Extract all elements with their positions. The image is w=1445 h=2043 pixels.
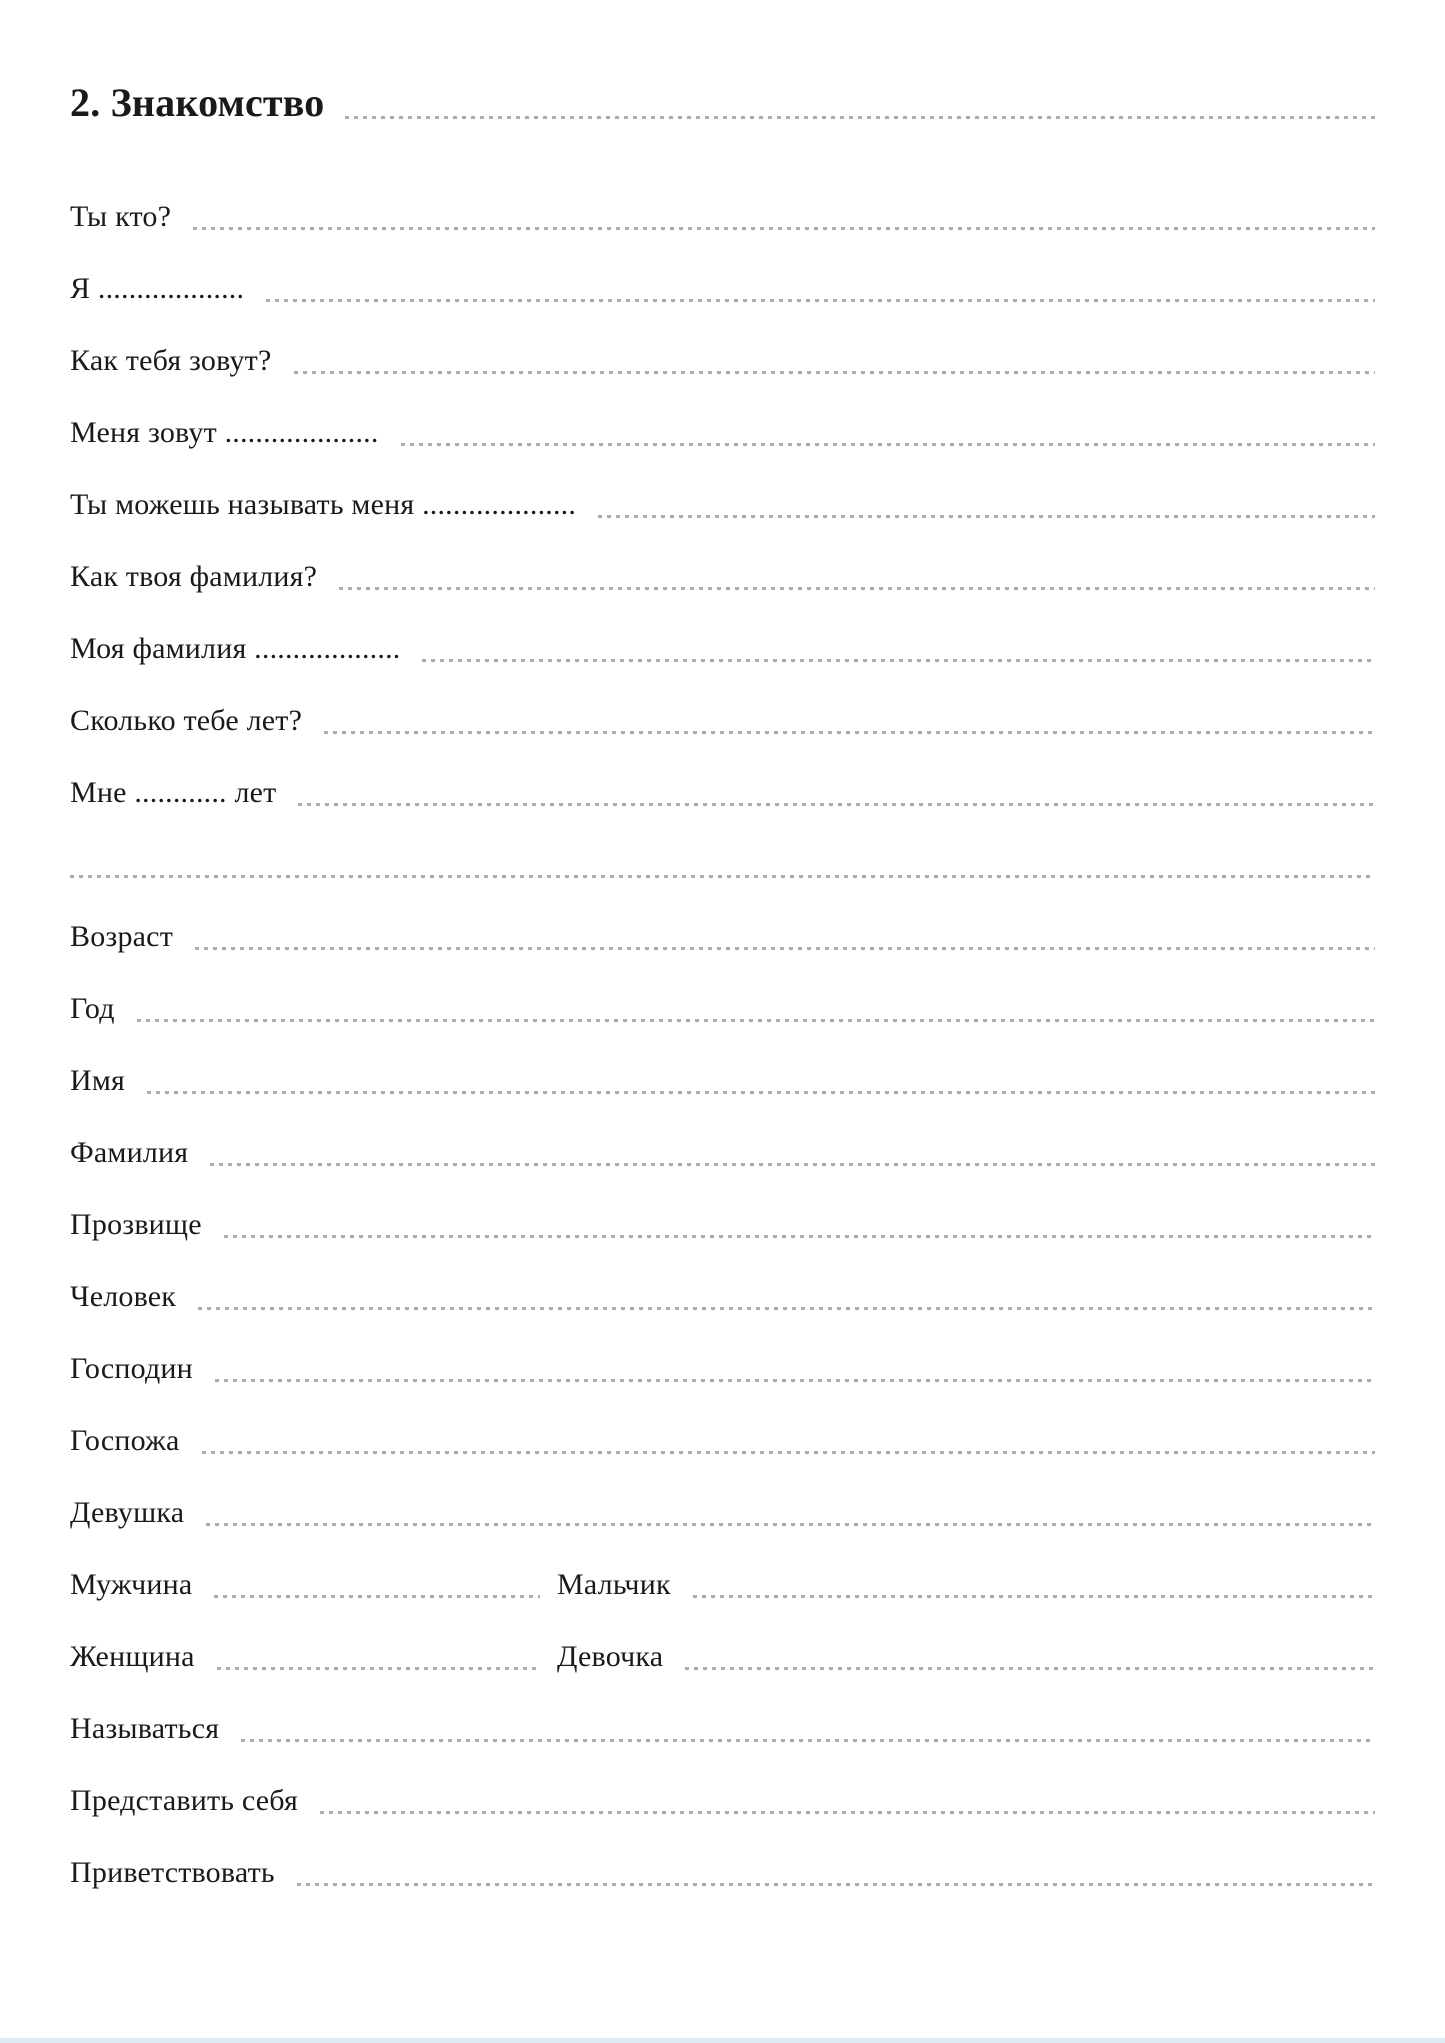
worksheet-row xyxy=(70,1854,1375,1892)
dotted-answer-line xyxy=(693,1595,1375,1598)
row-label: Фамилия xyxy=(70,1136,189,1169)
worksheet-row xyxy=(70,1206,1375,1244)
dotted-answer-line xyxy=(214,1595,540,1598)
worksheet-row xyxy=(70,342,1375,380)
left-column-cell xyxy=(70,1566,540,1604)
dotted-answer-line xyxy=(215,1379,1375,1382)
worksheet-row xyxy=(70,270,1375,308)
dotted-answer-line xyxy=(193,227,1375,230)
dotted-answer-line xyxy=(210,1163,1375,1166)
dotted-answer-line xyxy=(195,947,1375,950)
row-label: Представить себя xyxy=(70,1784,298,1817)
dotted-answer-line xyxy=(401,443,1375,446)
row-label: Мальчик xyxy=(557,1568,671,1601)
row-label: Господин xyxy=(70,1352,193,1385)
dotted-answer-line xyxy=(320,1811,1375,1814)
row-label: Называться xyxy=(70,1712,220,1745)
row-label: Я ................... xyxy=(70,272,245,305)
row-label: Возраст xyxy=(70,920,174,953)
left-column-cell xyxy=(70,1638,540,1676)
dotted-answer-line xyxy=(685,1667,1375,1670)
right-column-cell xyxy=(557,1566,1375,1604)
dotted-answer-line xyxy=(241,1739,1375,1742)
row-label: Ты кто? xyxy=(70,200,172,233)
row-label: Как твоя фамилия? xyxy=(70,560,318,593)
row-label: Человек xyxy=(70,1280,177,1313)
page-bottom-edge xyxy=(0,2038,1445,2043)
row-label: Госпожа xyxy=(70,1424,180,1457)
worksheet-row xyxy=(70,774,1375,812)
right-column-cell xyxy=(557,1638,1375,1676)
worksheet-row xyxy=(70,1422,1375,1460)
row-label: Мне ............ лет xyxy=(70,776,277,809)
worksheet-row xyxy=(70,702,1375,740)
worksheet-row xyxy=(70,1710,1375,1748)
empty-dotted-line xyxy=(70,875,1375,878)
section-title-row xyxy=(70,78,1375,128)
dotted-answer-line xyxy=(422,659,1375,662)
dotted-answer-line xyxy=(198,1307,1375,1310)
worksheet-row xyxy=(70,1350,1375,1388)
row-label: Меня зовут .................... xyxy=(70,416,379,449)
dotted-answer-line xyxy=(324,731,1375,734)
worksheet-row xyxy=(70,990,1375,1028)
worksheet-row xyxy=(70,1782,1375,1820)
title-dotted-line xyxy=(345,116,1376,119)
dotted-answer-line xyxy=(339,587,1375,590)
worksheet-row xyxy=(70,1494,1375,1532)
worksheet-row xyxy=(70,630,1375,668)
row-label: Ты можешь называть меня .................... xyxy=(70,488,577,521)
dotted-answer-line xyxy=(147,1091,1375,1094)
row-label: Моя фамилия ................... xyxy=(70,632,401,665)
dotted-answer-line xyxy=(217,1667,540,1670)
worksheet-row xyxy=(70,918,1375,956)
section-title: 2. Знакомство xyxy=(70,80,325,125)
dotted-answer-line xyxy=(294,371,1376,374)
dotted-answer-line xyxy=(137,1019,1375,1022)
worksheet-row xyxy=(70,486,1375,524)
row-label: Приветствовать xyxy=(70,1856,275,1889)
row-label: Как тебя зовут? xyxy=(70,344,272,377)
dotted-answer-line xyxy=(298,803,1375,806)
dotted-answer-line xyxy=(598,515,1375,518)
dotted-answer-line xyxy=(266,299,1375,302)
row-label: Сколько тебе лет? xyxy=(70,704,303,737)
dotted-answer-line xyxy=(224,1235,1375,1238)
worksheet-row xyxy=(70,558,1375,596)
row-label: Год xyxy=(70,992,115,1025)
worksheet-row xyxy=(70,1134,1375,1172)
empty-answer-row xyxy=(70,846,1375,884)
dotted-answer-line xyxy=(202,1451,1375,1454)
row-label: Девушка xyxy=(70,1496,185,1529)
worksheet-row xyxy=(70,414,1375,452)
row-label: Имя xyxy=(70,1064,126,1097)
vocab-row-two-column xyxy=(70,1638,1375,1676)
row-label: Прозвище xyxy=(70,1208,202,1241)
dotted-answer-line xyxy=(206,1523,1375,1526)
row-label: Женщина xyxy=(70,1640,195,1673)
vocab-row-two-column xyxy=(70,1566,1375,1604)
row-label: Девочка xyxy=(557,1640,664,1673)
dotted-answer-line xyxy=(297,1883,1375,1886)
row-label: Мужчина xyxy=(70,1568,193,1601)
worksheet-row xyxy=(70,1062,1375,1100)
worksheet-row xyxy=(70,198,1375,236)
worksheet-row xyxy=(70,1278,1375,1316)
